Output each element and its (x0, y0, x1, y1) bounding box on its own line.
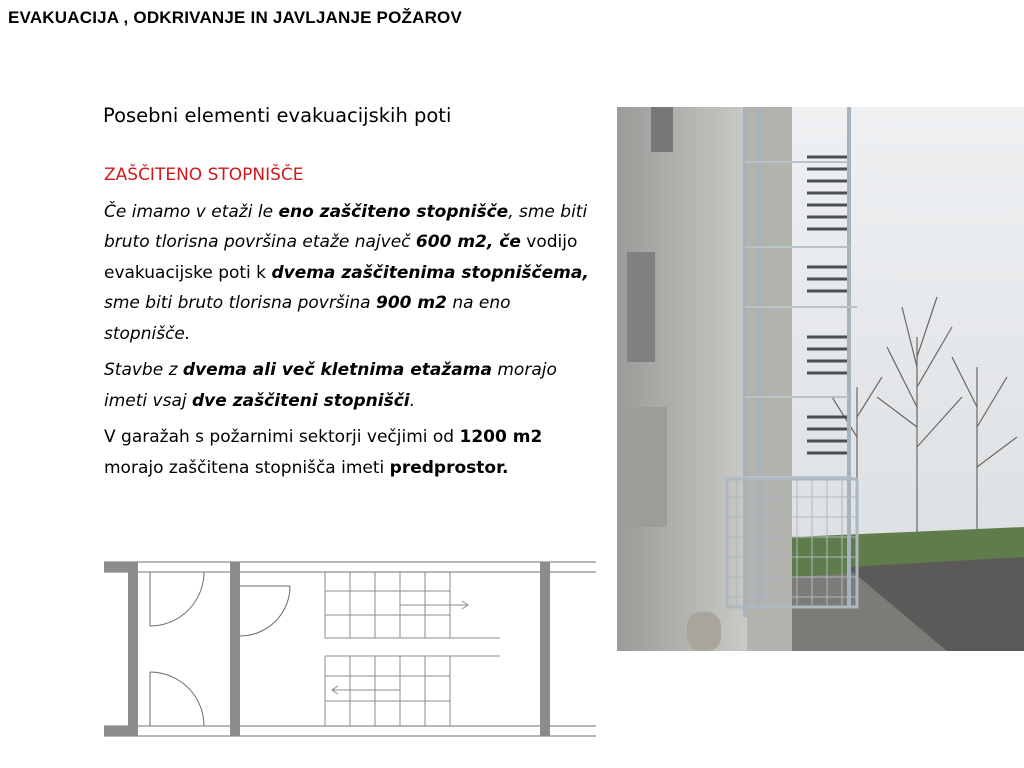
p1-f: dvema zaščitenima stopniščema, (271, 262, 589, 283)
p1-c: , sme biti bruto tlorisna površina etaže največ (104, 201, 588, 252)
p2-d: dve zaščiteni stopnišči (192, 390, 410, 411)
p1-a: Če imamo v etaži le (104, 201, 279, 222)
floor-plan-diagram (100, 558, 600, 740)
p2-b: dvema ali več kletnima etažama (182, 360, 492, 380)
body-text (104, 160, 590, 489)
p1-d: 600 m2, če (415, 232, 521, 252)
p3-c: morajo zaščitena stopnišča imeti (104, 457, 390, 478)
p2-e: . (409, 390, 416, 411)
section-heading: ZAŠČITENO STOPNIŠČE (104, 165, 304, 185)
p2-a: Stavbe z (104, 360, 183, 380)
p1-b: eno zaščiteno stopnišče (278, 201, 509, 222)
slide-subtitle: Posebni elementi evakuacijskih poti (103, 104, 452, 127)
slide-header: EVAKUACIJA , ODKRIVANJE IN JAVLJANJE POŽAROV (8, 8, 463, 27)
p2-c: morajo imeti vsaj (104, 360, 557, 411)
paragraph-2 (104, 355, 590, 416)
p3-b: 1200 m2 (459, 427, 543, 447)
p1-g: sme biti bruto tlorisna površina (104, 293, 376, 313)
paragraph-3 (104, 422, 590, 483)
p1-h: 900 m2 (375, 293, 447, 313)
p3-d: predprostor. (389, 457, 509, 478)
staircase-photo (617, 107, 1024, 651)
p3-a: V garažah s požarnimi sektorji večjimi od (104, 427, 460, 447)
paragraph-1 (104, 197, 590, 350)
p1-e: vodijo evakuacijske poti k (104, 232, 578, 283)
p1-i: na eno stopnišče. (104, 293, 511, 344)
